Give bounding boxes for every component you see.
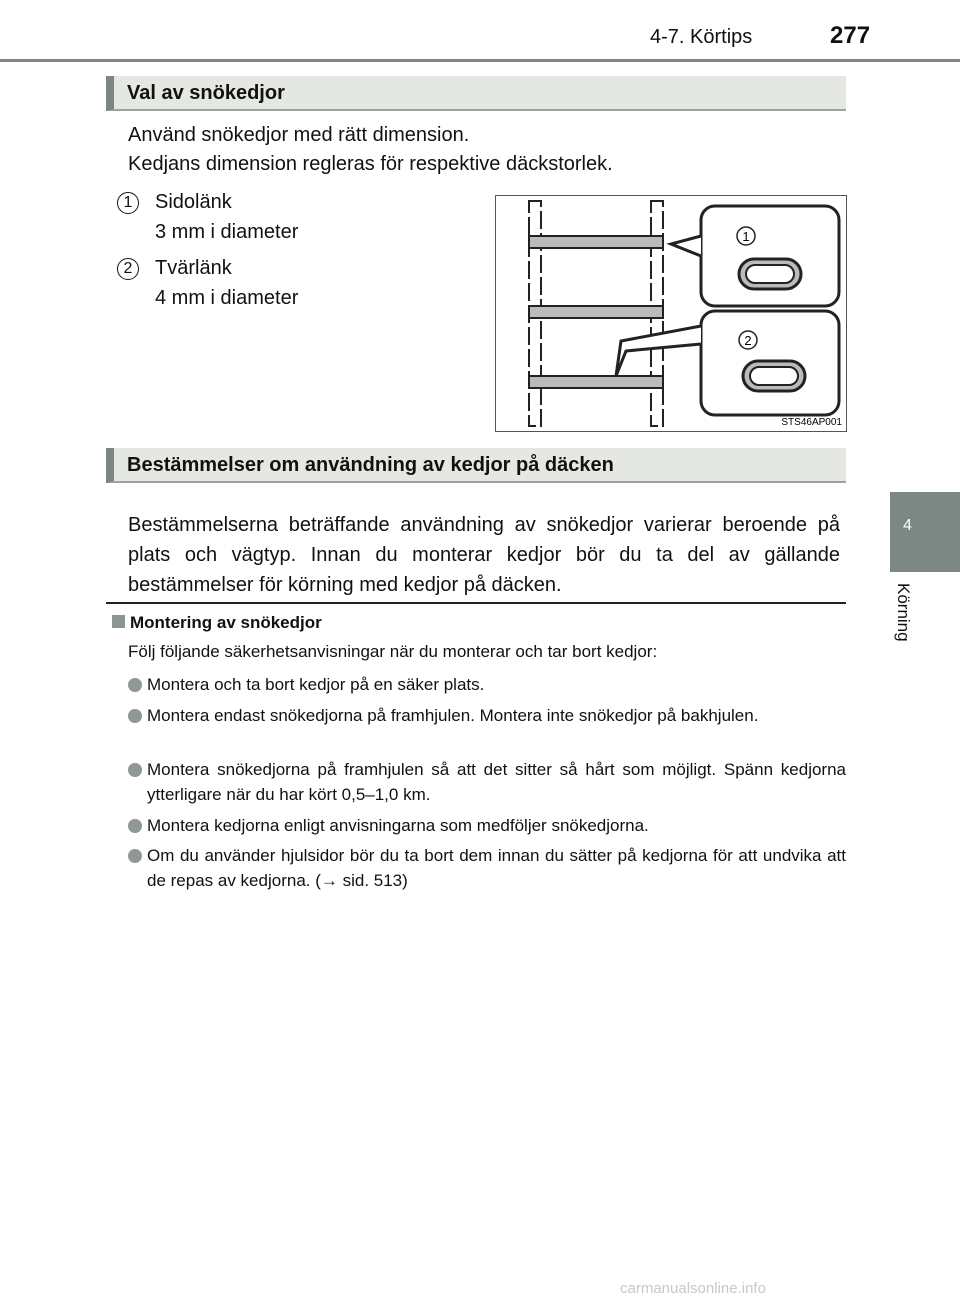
subsection-heading-text: Montering av snökedjor xyxy=(130,613,322,632)
figure-code: STS46AP001 xyxy=(781,417,842,428)
chain-diagram xyxy=(496,196,846,431)
subsection-heading xyxy=(112,613,322,633)
bullet-item: Montera endast snökedjorna på framhjulen. Montera inte snökedjor på bakhjulen. xyxy=(128,703,846,728)
bullet-icon xyxy=(128,709,142,723)
figure-callout-1: 1 xyxy=(742,229,750,244)
bullet-icon xyxy=(128,678,142,692)
section-heading-chain-selection: Val av snökedjor xyxy=(106,76,846,111)
bullet-icon xyxy=(128,819,142,833)
snow-chain-illustration xyxy=(495,195,847,432)
square-bullet-icon xyxy=(112,615,125,628)
header-rule xyxy=(0,59,960,62)
bullet-icon xyxy=(128,849,142,863)
bullet-item: Montera och ta bort kedjor på en säker plats. xyxy=(128,672,846,697)
item-name: Sidolänk xyxy=(155,191,232,213)
item-desc: 3 mm i diameter xyxy=(155,221,299,243)
chapter-label: Körning xyxy=(894,583,913,642)
subsection-intro: Följ följande säkerhetsanvisningar när du monterar och tar bort kedjor: xyxy=(128,642,658,661)
intro-line: Använd snökedjor med rätt dimension. xyxy=(128,124,470,146)
bullet-icon xyxy=(128,763,142,777)
figure-callout-2: 2 xyxy=(744,333,752,348)
section-title: 4-7. Körtips xyxy=(650,26,753,48)
regulations-paragraph: Bestämmelserna beträffande användning av snökedjor varierar beroende på plats och vägtyp. Innan du monterar kedjor bör du ta del av gällande bestämmelser för körning med kedjor på däcken. xyxy=(128,514,840,596)
item-desc: 4 mm i diameter xyxy=(155,287,299,309)
chapter-tab[interactable] xyxy=(890,492,960,572)
dimension-list xyxy=(0,190,480,320)
chapter-number: 4 xyxy=(903,517,912,534)
intro-line: Kedjans dimension regleras för respektive däckstorlek. xyxy=(128,153,613,175)
bullet-item: Om du använder hjulsidor bör du ta bort dem innan du sätter på kedjorna för att undvika att de repas av kedjorna. (→ sid. 513) xyxy=(128,843,846,893)
item-name: Tvärlänk xyxy=(155,257,232,279)
bullet-item: Montera kedjorna enligt anvisningarna som medföljer snökedjorna. xyxy=(128,813,846,838)
callout-number-icon: 1 xyxy=(117,192,139,214)
page-number: 277 xyxy=(830,22,871,49)
callout-number-icon: 2 xyxy=(117,258,139,280)
bullet-item: Montera snökedjorna på framhjulen så att det sitter så hårt som möjligt. Spänn kedjorna ytterligare när du har kört 0,5–1,0 km. xyxy=(128,757,846,807)
divider xyxy=(106,602,846,604)
section-heading-regulations: Bestämmelser om användning av kedjor på däcken xyxy=(106,448,846,483)
watermark: carmanualsonline.info xyxy=(620,1280,766,1297)
